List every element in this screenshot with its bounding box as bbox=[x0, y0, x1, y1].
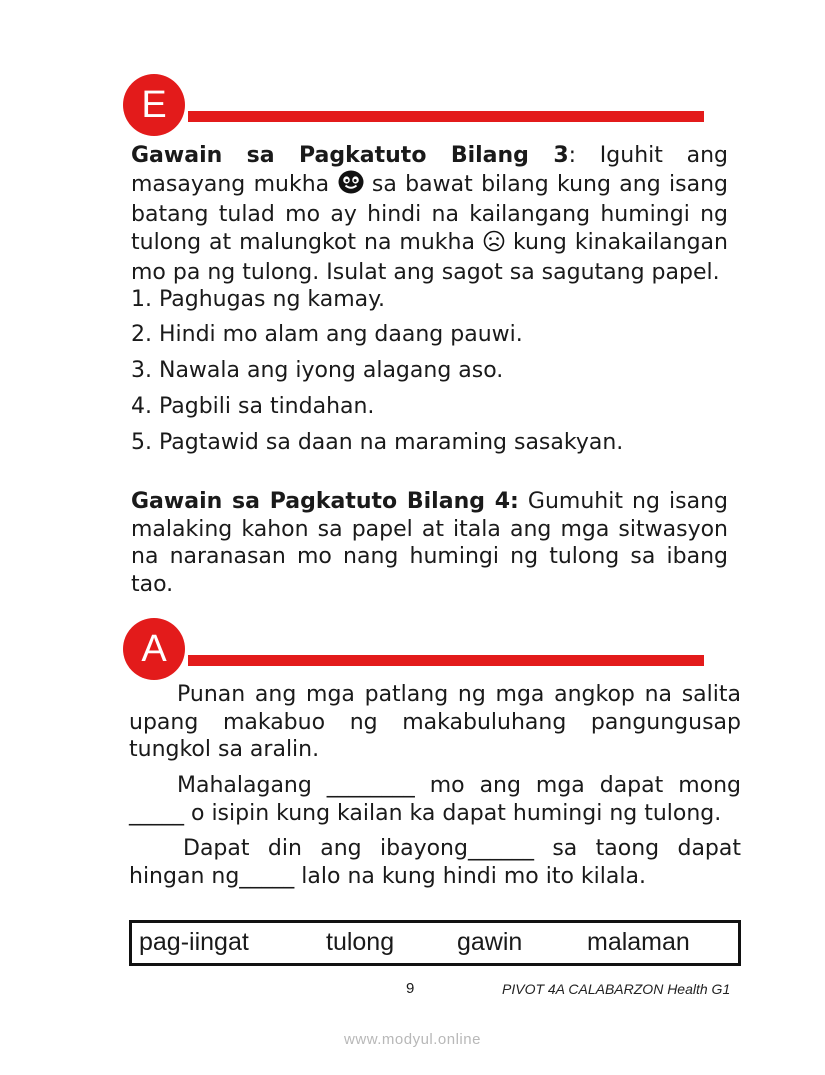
list-item-3: 3. Nawala ang iyong alagang aso. bbox=[131, 358, 504, 383]
section-a-badge bbox=[123, 618, 185, 680]
sad-face-icon bbox=[483, 230, 505, 260]
section-e-divider bbox=[188, 111, 704, 122]
word-bank-item-1: pag-iingat bbox=[139, 928, 249, 956]
fill-in-sentence-2 bbox=[129, 835, 741, 890]
word-bank bbox=[129, 920, 741, 966]
section-e-letter: E bbox=[141, 83, 167, 126]
word-bank-item-4: malaman bbox=[587, 928, 690, 956]
list-item-5: 5. Pagtawid sa daan na maraming sasakyan. bbox=[131, 430, 624, 455]
list-item-2: 2. Hindi mo alam ang daang pauwi. bbox=[131, 322, 523, 347]
activity-3-text-2: sa bawat bilang kung ang isang batang tulad mo ay hindi na kailangang humingi ng tulong at malungkot na mukha bbox=[131, 171, 728, 255]
page-number: 9 bbox=[406, 980, 415, 997]
watermark: www.modyul.online bbox=[344, 1031, 481, 1048]
list-item-4: 4. Pagbili sa tindahan. bbox=[131, 394, 375, 419]
activity-3-instructions bbox=[131, 142, 728, 287]
activity-4-text: Gumuhit ng isang malaking kahon sa papel at itala ang mga sitwasyon na naranasan mo nang humingi ng tulong sa ibang tao. bbox=[131, 489, 728, 597]
section-a-letter: A bbox=[141, 627, 167, 670]
section-e-badge bbox=[123, 74, 185, 136]
section-a-divider bbox=[188, 655, 704, 666]
fill-in-sentence-1 bbox=[129, 772, 741, 827]
activity-4-title: Gawain sa Pagkatuto Bilang 4: bbox=[131, 489, 519, 514]
fill-in-sentence-2-text: Dapat din ang ibayong______ sa taong dapat hingan ng_____ lalo na kung hindi mo ito kilala. bbox=[129, 836, 741, 889]
activity-3-colon: : bbox=[568, 143, 600, 168]
fill-in-sentence-1-text: Mahalagang ________ mo ang mga dapat mong _____ o isipin kung kailan ka dapat humingi ng tulong. bbox=[129, 773, 741, 826]
word-bank-item-3: gawin bbox=[457, 928, 523, 956]
activity-4-instructions bbox=[131, 488, 728, 598]
happy-face-icon bbox=[338, 170, 364, 202]
list-item-1: 1. Paghugas ng kamay. bbox=[131, 287, 386, 312]
activity-3-title: Gawain sa Pagkatuto Bilang 3 bbox=[131, 143, 569, 168]
activity-3-text-3: kung kinakailangan mo pa ng tulong. Isulat ang sagot sa sagutang papel. bbox=[131, 229, 728, 285]
section-a-instructions bbox=[129, 681, 741, 764]
footer-source: PIVOT 4A CALABARZON Health G1 bbox=[502, 981, 731, 997]
activity-3-text-1: Iguhit ang masayang mukha bbox=[131, 143, 728, 197]
word-bank-item-2: tulong bbox=[326, 928, 395, 956]
section-a-instructions-text: Punan ang mga patlang ng mga angkop na salita upang makabuo ng makabuluhang pangungusap tungkol sa aralin. bbox=[129, 682, 741, 762]
